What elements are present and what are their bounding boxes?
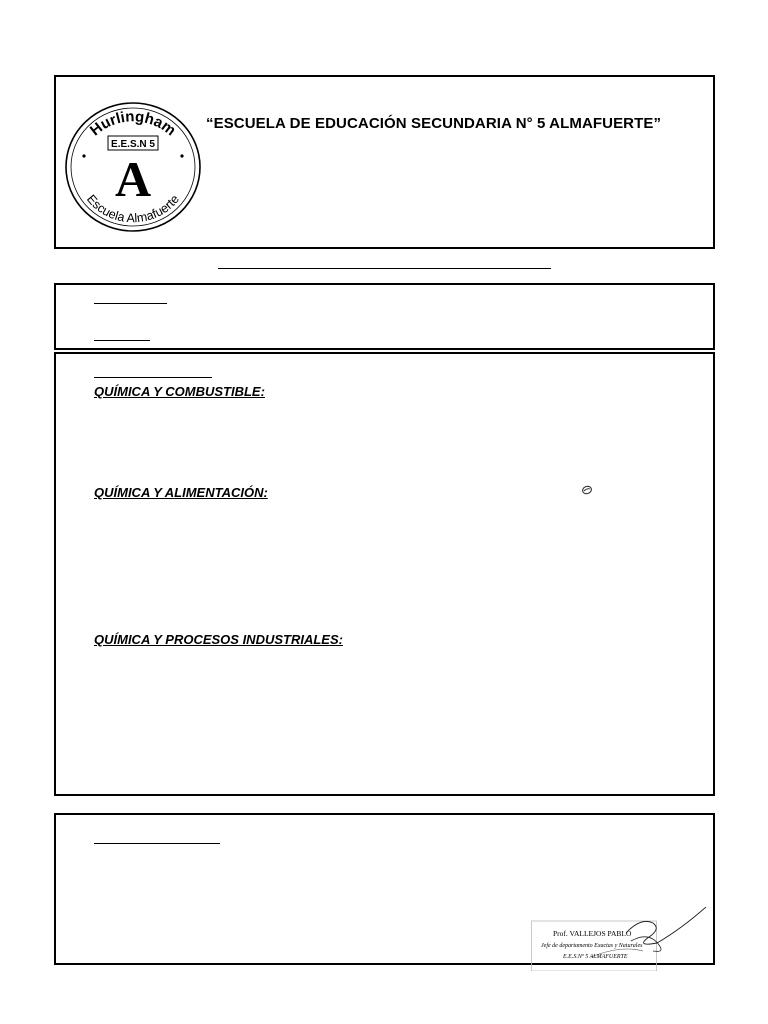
- title-underline: [218, 268, 551, 269]
- blank-field-line: [94, 303, 167, 304]
- content-box: [54, 352, 715, 796]
- signature-stamp: [531, 907, 721, 971]
- blank-field-line: [94, 377, 212, 378]
- signature-name: Prof. VALLEJOS PABLO: [553, 929, 632, 938]
- signature-role: Jefe de departamento Exactas y Naturales: [541, 943, 643, 949]
- blank-field-line: [94, 340, 150, 341]
- section-heading-procesos: QUÍMICA Y PROCESOS INDUSTRIALES:: [94, 632, 343, 647]
- school-title: “ESCUELA DE EDUCACIÓN SECUNDARIA N° 5 ALMAFUERTE”: [206, 115, 662, 132]
- logo-letter: A: [114, 151, 152, 207]
- logo-badge-text: E.E.S.N 5: [111, 139, 155, 150]
- info-box: [54, 283, 715, 350]
- school-logo: [60, 98, 206, 236]
- footer-box: [54, 813, 715, 965]
- signature-graphic: [531, 907, 721, 971]
- section-heading-alimentacion: QUÍMICA Y ALIMENTACIÓN:: [94, 485, 268, 500]
- signature-school: E.E.S.Nº 5 ALMAFUERTE: [563, 954, 628, 960]
- blank-field-line: [94, 843, 220, 844]
- section-heading-combustible: QUÍMICA Y COMBUSTIBLE:: [94, 384, 265, 399]
- logo-bottom-text: Escuela Almafuerte: [84, 192, 182, 226]
- small-mark-icon: [580, 484, 594, 496]
- logo-top-text: Hurlingham: [86, 108, 179, 140]
- header-box: [54, 75, 715, 249]
